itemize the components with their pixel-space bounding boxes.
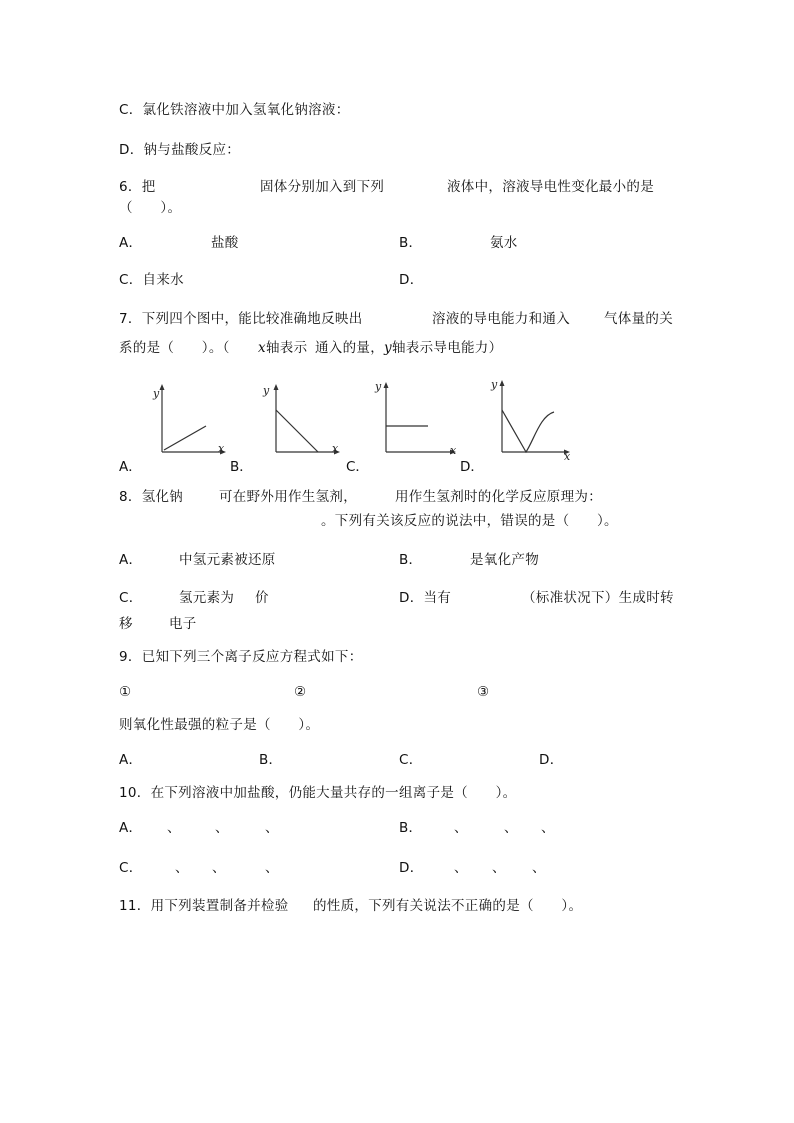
q7-stem-part7: 轴表示导电能力） [392, 340, 503, 356]
q10-option-c: C． [119, 860, 143, 876]
q8-option-a-text: 中氢元素被还原 [179, 552, 276, 568]
q7-y-variable: y [384, 340, 392, 356]
q6-option-a-text: 盐酸 [211, 235, 239, 251]
q7-graph-c [372, 378, 462, 460]
q8-option-d-text2: 移 [119, 616, 133, 632]
q9-equation-3-marker: ③ [477, 684, 490, 700]
q7-label-a: A． [119, 459, 142, 475]
q9-option-d: D． [539, 752, 564, 768]
q7-stem-part3: 气体量的关 [604, 311, 673, 327]
q7-graph-c-y-label: y [375, 380, 382, 393]
q10-stem: 10．在下列溶液中加盐酸，仍能大量共存的一组离子是（ ）。 [119, 785, 517, 801]
q10-option-d-sep1: 、 [454, 860, 468, 876]
q10-option-d-sep2: 、 [492, 860, 506, 876]
q7-graph-b-y-label: y [263, 384, 270, 397]
q7-stem-part1: 7．下列四个图中，能比较准确地反映出 [119, 311, 363, 327]
q9-equation-2-marker: ② [294, 684, 307, 700]
q10-option-a-sep2: 、 [215, 820, 229, 836]
q8-option-d: D．当有 [399, 590, 452, 606]
q9-option-a: A． [119, 752, 143, 768]
q6-stem-part2: 固体分别加入到下列 [260, 179, 385, 195]
q8-option-c-text2: 价 [255, 590, 269, 606]
q7-graph-d [490, 376, 576, 463]
q10-option-c-sep2: 、 [212, 860, 226, 876]
q8-stem-part2: 可在野外用作生氢剂， [219, 489, 357, 505]
q7-stem-part4: 系的是（ ）。（ [119, 340, 230, 356]
q11-stem-part2: 的性质，下列有关说法不正确的是（ ）。 [313, 898, 583, 914]
q6-option-a: A． [119, 235, 143, 251]
q7-graph-c-x-label: x [450, 444, 457, 457]
q7-graph-b-curve [276, 410, 318, 452]
q7-label-b: B． [230, 459, 253, 475]
q6-stem-part3: 液体中，溶液导电性变化最小的是 [447, 179, 654, 195]
q7-graph-a-curve [164, 426, 206, 450]
q8-stem-part1: 8．氢化钠 [119, 489, 184, 505]
q10-option-a: A． [119, 820, 143, 836]
q8-option-a: A． [119, 552, 143, 568]
q10-option-a-sep3: 、 [265, 820, 279, 836]
q6-answer-blank: （ ）。 [119, 200, 182, 216]
q8-stem-part4: 。下列有关该反应的说法中，错误的是（ ）。 [321, 513, 618, 529]
q5-option-c: C．氯化铁溶液中加入氢氧化钠溶液： [119, 102, 350, 118]
q10-option-d: D． [399, 860, 424, 876]
q9-option-b: B． [259, 752, 283, 768]
q10-option-b-sep3: 、 [541, 820, 555, 836]
q6-stem-part1: 6．把 [119, 179, 156, 195]
q10-option-b-sep2: 、 [504, 820, 518, 836]
q9-equation-1-marker: ① [119, 684, 132, 700]
q10-option-d-sep3: 、 [532, 860, 546, 876]
q7-graph-a-y-label: y [153, 387, 160, 400]
q8-option-b-text: 是氧化产物 [470, 552, 539, 568]
q7-graph-b-x-label: x [332, 442, 339, 455]
q8-option-b: B． [399, 552, 423, 568]
q8-option-c-text1: 氢元素为 [179, 590, 235, 606]
q8-option-d-text3: 电子 [169, 616, 197, 632]
q9-question: 则氧化性最强的粒子是（ ）。 [119, 717, 320, 733]
q10-option-c-sep3: 、 [265, 860, 279, 876]
q10-option-b-sep1: 、 [454, 820, 468, 836]
q9-stem: 9．已知下列三个离子反应方程式如下： [119, 649, 363, 665]
q7-label-c: C． [346, 459, 369, 475]
q6-option-b: B． [399, 235, 423, 251]
q10-option-b: B． [399, 820, 423, 836]
q7-graph-d-y-label: y [491, 378, 498, 391]
q7-graph-a [148, 380, 228, 460]
q8-option-d-text: （标准状况下）生成时转 [522, 590, 674, 606]
q7-graph-d-curve [502, 410, 554, 452]
q8-option-c: C． [119, 590, 143, 606]
q7-graph-a-x-label: x [218, 442, 225, 455]
q11-stem-part1: 11．用下列装置制备并检验 [119, 898, 289, 914]
q7-stem-part2: 溶液的导电能力和通入 [432, 311, 570, 327]
q10-option-c-sep1: 、 [175, 860, 189, 876]
q7-graph-d-x-label: x [564, 450, 571, 463]
q7-stem-part6: 通入的量， [315, 340, 384, 356]
q5-option-d: D．钠与盐酸反应： [119, 142, 241, 158]
q6-option-b-text: 氨水 [490, 235, 518, 251]
q7-stem-part5: 轴表示 [266, 340, 308, 356]
q8-stem-part3: 用作生氢剂时的化学反应原理为： [395, 489, 602, 505]
q7-label-d: D． [460, 459, 484, 475]
q9-option-c: C． [399, 752, 423, 768]
q6-option-c: C．自来水 [119, 272, 184, 288]
q7-x-variable: x [258, 340, 266, 356]
q6-option-d: D． [399, 272, 424, 288]
q10-option-a-sep1: 、 [167, 820, 181, 836]
q7-graph-b [262, 380, 342, 460]
